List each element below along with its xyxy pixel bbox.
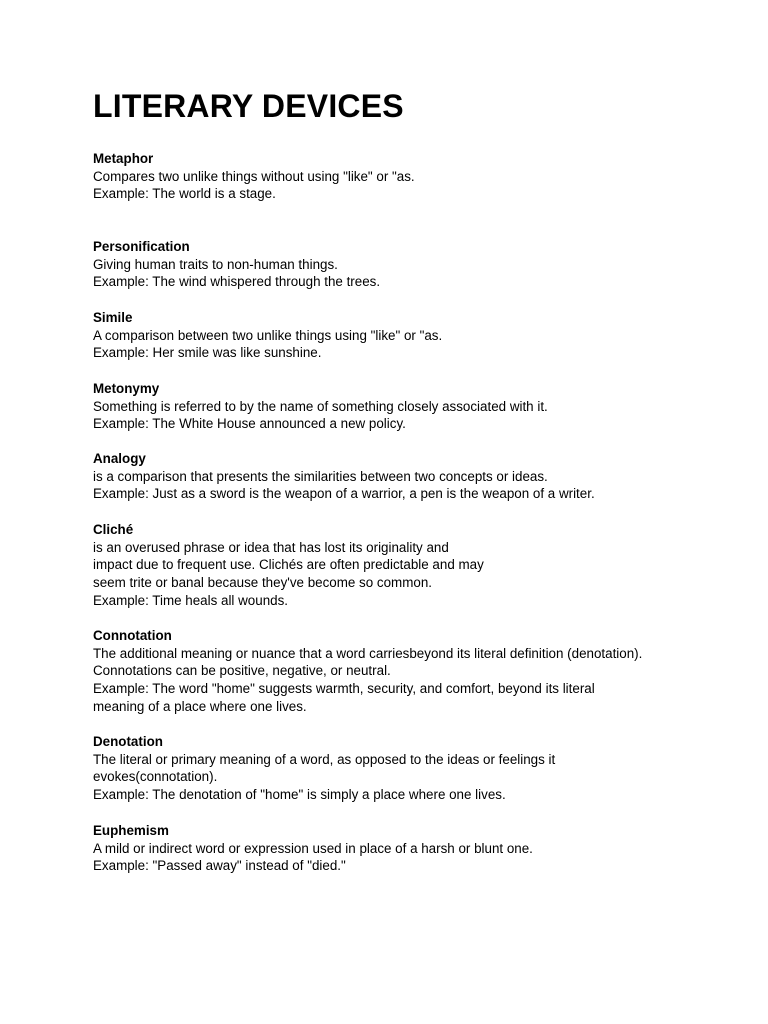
entry-definition: Compares two unlike things without using "like" or "as. — [93, 168, 415, 184]
entry-term: Connotation — [93, 628, 172, 643]
entry-definition: evokes(connotation). — [93, 769, 218, 785]
entry-example: Example: "Passed away" instead of "died." — [93, 858, 346, 874]
entry-example: meaning of a place where one lives. — [93, 698, 307, 714]
entry-definition: The literal or primary meaning of a word, as opposed to the ideas or feelings it — [93, 751, 556, 767]
entry-example: Example: Her smile was like sunshine. — [93, 345, 322, 361]
entry-term: Cliché — [93, 522, 134, 537]
entry-metonymy — [93, 380, 733, 433]
entry-term: Metaphor — [93, 151, 154, 166]
entry-example: Example: Just as a sword is the weapon of a warrior, a pen is the weapon of a writer. — [93, 486, 595, 502]
entry-definition: Connotations can be positive, negative, or neutral. — [93, 663, 391, 679]
entry-example: Example: The word "home" suggests warmth, security, and comfort, beyond its literal — [93, 681, 595, 697]
entry-connotation — [93, 627, 733, 716]
entry-term: Simile — [93, 310, 133, 325]
entry-definition: The additional meaning or nuance that a word carriesbeyond its literal definition (denotation). — [93, 645, 643, 661]
entry-definition: Giving human traits to non-human things. — [93, 256, 338, 272]
entry-example: Example: The White House announced a new policy. — [93, 416, 406, 432]
entry-definition: Something is referred to by the name of something closely associated with it. — [93, 398, 548, 414]
page-title: LITERARY DEVICES — [93, 88, 404, 124]
entry-definition: is an overused phrase or idea that has lost its originality and — [93, 539, 449, 555]
entry-euphemism — [93, 822, 733, 875]
entry-personification — [93, 238, 733, 291]
entry-term: Personification — [93, 239, 190, 254]
entry-definition: A comparison between two unlike things using "like" or "as. — [93, 327, 443, 343]
entry-term: Metonymy — [93, 381, 160, 396]
entry-example: Example: The denotation of "home" is simply a place where one lives. — [93, 787, 506, 803]
entry-example: Example: Time heals all wounds. — [93, 592, 289, 608]
entry-definition: is a comparison that presents the similarities between two concepts or ideas. — [93, 468, 548, 484]
entry-term: Denotation — [93, 734, 163, 749]
entry-term: Analogy — [93, 451, 146, 466]
entry-example: Example: The world is a stage. — [93, 186, 276, 202]
entry-analogy — [93, 450, 733, 503]
entry-metaphor — [93, 150, 733, 203]
entry-definition: seem trite or banal because they've become so common. — [93, 575, 432, 591]
entry-definition: impact due to frequent use. Clichés are often predictable and may — [93, 557, 484, 573]
entry-denotation — [93, 733, 733, 804]
entry-definition: A mild or indirect word or expression used in place of a harsh or blunt one. — [93, 840, 533, 856]
entry-cliche — [93, 521, 733, 610]
entry-term: Euphemism — [93, 823, 169, 838]
entry-example: Example: The wind whispered through the trees. — [93, 274, 381, 290]
entry-simile — [93, 309, 733, 362]
